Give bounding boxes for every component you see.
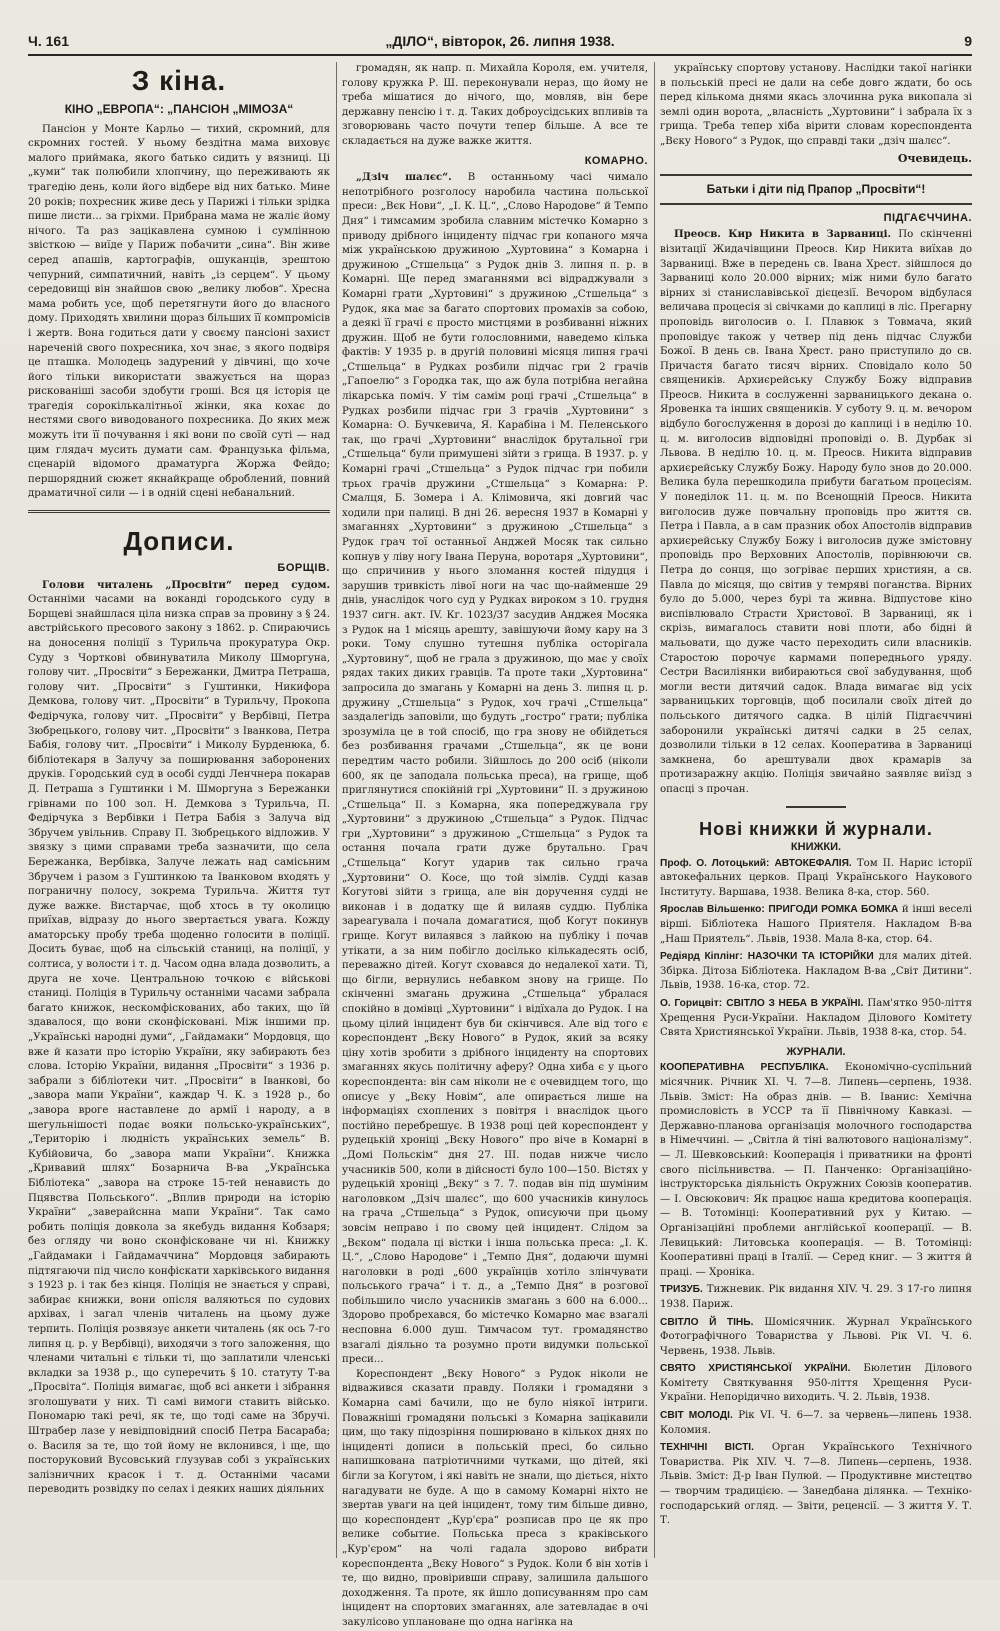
book-entry (660, 950, 972, 994)
place-pidhaietschyna: ПІДГАЄЧЧИНА. (883, 211, 972, 224)
place-borshchiv: БОРЩІВ. (277, 562, 330, 575)
section-title-dispatches: Дописи. (123, 526, 235, 557)
article-lead: Голови читалень „Просвіти“ перед судом. (42, 578, 330, 591)
divider (786, 806, 846, 808)
masthead-date: „ДІЛО“, вівторок, 26. липня 1938. (385, 33, 615, 49)
books-section-title: Нові книжки й журнали. (699, 818, 933, 839)
journal-list (660, 1061, 972, 1528)
journal-entry (660, 1362, 972, 1406)
journal-details: Шомісячник. Журнал Українського Фотографічного Товариства у Львові. Рік VI. Ч. 6. Червень, 1938. Львів. (660, 1316, 972, 1357)
article-borshchiv (28, 578, 330, 1498)
prosvita-callout: Батьки і діти під Прапор „Просвіти“! (660, 174, 972, 205)
page-number: 9 (964, 33, 972, 49)
book-title: ПРИГОДИ РОМКА БОМКА (768, 904, 899, 916)
book-author: Редіярд Кіплінг: (660, 951, 743, 963)
journal-title: ТЕХНІЧНІ ВІСТІ. (660, 1442, 754, 1454)
book-author: Ярослав Вільшенко: (660, 904, 765, 916)
article-lead: Преосв. Кир Никита в Зарваниці. (674, 228, 892, 241)
continued-text: громадян, як напр. п. Михайла Короля, ем. учителя, голову кружка Р. Ш. переконували нераз, що йому не треба мішатися до нічого, що, мовляв, він бере державну пенсію і т. д. Таких доброусідських впливів та зговорювань часто почути тепер більше. А все те складається на дуже важке життя. (342, 63, 648, 147)
article-komarno-continued: Кореспондент „Вєку Нового“ з Рудок ніколи не відважився сказати правду. Поляки і громадяни з Комарна самі бачили, що не було ніякої інтриги. Поважніші громадяни польські з Комарна зацікавили цим, що таку підозріння поширювано в кількох днях по інциденті дописи в польській пресі, бо сильно напишкована патріотичними чутками, що дітей, які бігли за Когутом, і які навіть не знали, що діється, ніхто нагадувати не буде. А що в самому Комарні ніхто не звертав уваги на цей інцидент, тому тим більше дивно, що кореспондент „Кур'єра“ розписав про це як про велике событие. Польська преса з краківського „Кур'єром“ на чолі гадала здорово вибрати кореспондента „Вєку Нового“ з Рудок. Коли б він хотів і те, що видно, провіривши справу, залишила дальшого доходження. Та проте, як йшло дописуванням про сам інцидент на спортових змаганнях, але затевладає в очі закулісово уплановане що одна нагінка на (342, 1368, 648, 1628)
book-details: Том II. Нарис історії автокефальних церков. Праці Українського Наукового Інституту. Варшава, 1938. Велика 8-ка, стор. 560. (660, 857, 972, 898)
journal-details: Бюлетин Ділового Комітету Святкування 950-ліття Хрещення Руси-України. Непорідично виходить. Ч. 2. Львів, 1938. (660, 1363, 972, 1404)
book-details: для малих дітей. Збірка. Дітоза Бібліотека. Накладом В-ва „Світ Дитини“. Львів, 1938. 16-ка, стор. 72. (660, 951, 972, 992)
book-entry (660, 997, 972, 1041)
journal-title: СВЯТО ХРИСТІЯНСЬКОЇ УКРАЇНИ. (660, 1363, 851, 1375)
column-rule-2 (654, 62, 655, 1558)
journal-title: СВІТ МОЛОДІ. (660, 1410, 733, 1422)
page-header (28, 28, 972, 56)
journal-title: СВІТЛО Й ТІНЬ. (660, 1316, 754, 1328)
journal-entry (660, 1061, 972, 1280)
journal-entry (660, 1441, 972, 1529)
section-divider (28, 510, 330, 513)
place-komarno: КОМАРНО. (584, 154, 648, 167)
book-author: О. Горицвіт: (660, 998, 723, 1010)
book-entry (660, 857, 972, 901)
book-entry (660, 903, 972, 947)
journals-subheading: ЖУРНАЛИ. (786, 1045, 846, 1058)
journal-entry (660, 1409, 972, 1438)
journal-details: Рік VI. Ч. 6—7. за червень—липень 1938. Коломия. (660, 1410, 972, 1436)
column-2 (342, 62, 648, 1628)
journal-details: Тижневик. Рік видання XIV. Ч. 29. З 17-го липня 1938. Париж. (660, 1284, 972, 1310)
film-review-text: Пансіон у Монте Карльо — тихий, скромний, для скромних гостей. У ньому бездітна мама виховує малого приймака, якого батько сидить у вязниці. Ці „куми“ так полюбили хлопчину, що переживають як трагедію день, коли його відбере від них батько. Мине 20 років; похресник живе десь у Парижі і тільки зрідка пише листи... за гріхми. Прибрана мама не жаліє йому нічого. Та раз зацікавлена сумною і сумлінною звісткою — виїде у Париж побачити „сина“. Він живе серед апашів, картографів, ошуканців, зрештою чепурний, симпатичний, навіть „із серцем“. У цьому середовищі він знайшов свою „велику любов“. Хресна мама робить усе, щоб перетягнути його до власного дому. Приходять хвилини щораз більших її компромісів і жертв. Вона годиться дати у своєму пансіоні захист нареченій свого похресника, хоч знає, з якого подвіря це пташка. Молодець задурений у дівчині, що хоче його тільки використати зважується на щораз рискованіші засоби здобути гроші. Вся ця історія це трагедія сорокількалітньої жінки, яка кохає до нестями свого виводованого похресника. До яких меж можуть іти її почування і які вони по своїй суті — над цим глядач мусить думати сам. Французька фільма, сценарій відомого драматурга Жоржа Фейдо; першорядний сюжет якнайкраще оброблений, повний драматичної сили — і в одній сцені небанальний. (28, 123, 330, 500)
section-title-cinema: З кіна. (131, 65, 227, 96)
book-title: СВІТЛО З НЕБА В УКРАЇНІ. (726, 998, 864, 1010)
book-title: НАЗОЧКИ ТА ІСТОРІЙКИ (747, 951, 874, 963)
book-author: Проф. О. Лотоцький: (660, 857, 770, 869)
book-list (660, 857, 972, 1041)
column-rule-1 (336, 62, 337, 1558)
column-1 (28, 62, 330, 1562)
article-komarno (342, 170, 648, 1368)
article-lead: „Дзіч шалєс“. (356, 171, 452, 184)
journal-details: Орган Українського Технічного Товариства. Рік XIV. Ч. 7—8. Липень—серпень, 1938. Львів. Зміст: Д-р Іван Пулюй. — Продуктивне мистецтво — творчим традицією. — Занедбана ділянка. — Техніко-господарський огляд. — Звіти, реценсії. — З життя У. Т. Т. (660, 1442, 972, 1527)
article-body: По скінченні візитації Жидачівщини Преосв. Кир Никита виїхав до Зарваниці. Вже в передень св. Івана Хрест. зійшлося до Зарваниці коло 20.000 вірних; між ними було багато вірних зі станиславівської дієцезії. Вечором відбулася величава процесія зі свічками до каплиці в ліс. Прегарну проповідь виголосив о. І. Плавюк з Товмача, який проповідує також у четвер під день підчас Служби Божої. В день св. Івана Хрест. рано приступило до св. Причастя багато тисяч вірних. Сповідало коло 50 священиків. Архиєрейську Службу Божу відправив Преосв. Никита в сослуженні зарваницького декана о. Яровенка та інших священиків. У суботу 9. ц. м. вечором відбуло богослуження в дорозі до каплиці і в неділю 10. ц. м. виголосив відповідні проповіді о. В. Дурбак зі Львова. В неділю 10. ц. м. Преосв. Никита відправив архиєрейську Службу Божу. Народу було знов до 20.000. Велика була перешкодила прибути багатьом процесіям. У понеділок 11. ц. м. по Всенощній Преосв. Никита виголосив дуже повчальну проповідь про життя св. Петра і Павла, а в сам празник обох Апостолів відправив архиєрейську Службу Божу і виголосив дуже змістовну проповідь про Верховних Апостолів, порівнюючи св. Петра до сонця, що зогріває перших християн, а св. Павла до місяця, що світив у темряві поганства. Вірних було до 5.000, через бурі та живна. Відпустове кіно виспівлювало Страсти Христової. В Зарваниці, як і скрізь, вимагалось ставити нові плоти, або бідні й мальовати, що дуже часто переходить сили власників. Старостою порочує кармами попереднього уряду. Сестри Василіянки вибираються свої забудування, щоб могли вести дитячий садок. Влада вимагає від усіх зарваницьких торговців, щоб посилали своїх дітей до польського дитячого садка. В цілій Підгаєччині заборонили українські дитячі садки в 25 селах, дозволили тільки в 12 селах. Кооператива в Зарваниці замкнена, бо арештували двох крамарів за протизаражну акцію. Поліція звичайно заявляє виїзд з опасці з прочан. (660, 229, 972, 795)
book-title: АВТОКЕФАЛІЯ. (774, 857, 852, 869)
journal-entry (660, 1316, 972, 1360)
journal-title: КООПЕРАТИВНА РЕСПУБЛІКА. (660, 1062, 829, 1074)
continued-text: українську спортову установу. Наслідки такої нагінки в польській пресі не дали на себе довго ждати, бо ось перед кількома днями якась злочинна рука викопала зі землі один ворота, „власність „Хуртовини“ і забрала їх з грища. Треба тепер хіба вірити словам кореспондента „Вєку Нового“ з Рудок, що справді таки „дзіч шалєс“. (660, 63, 972, 147)
article-body: Останніми часами на вокандi городського суду в Борщеві знайшлася ціла низка справ за провину з § 24. австрійського пресового закону з 1862. р. Спираючись на доносення поліції з Турильча прокуратура Окр. Суду з Чорткові обвинуватила Миколу Шморгуна, голову чит. „Просвіти“ з Бережанки, Дмитра Петраша, голову чит. „Просвіти“ з Гуштинки, Никифора Демкова, голову чит. „Просвіти“ в Турильчу, Прокопа Федірчука, голову чит. „Просвіти“ у Вербівці, Петра Зюбрецького, голову чит. „Просвіти“ з Іванкова, Петра Бабія, голову чит. „Просвіти“ і Миколу Бурденюка, б. бібліотекаря в Залучу за поширювання заборонених друків. Городський суд в особі судді Ленчнера покарав Д. Петраша з Гуштинки і М. Шморгуна з Бережанки грівнами по 100 зол. Н. Демкова з Турильча, П. Федірчука з Вербівки і Петра Бабія з Залуча від Збручем увільнив. Справу П. Зюбрецького відложив. У звязку з цими справами треба зазначити, що села Бережанка, Вербівка, Залуче лежать над самісьним Збручем і разом з Гуштинкою та Іванковом входять у пограничну полосу, зокрема Турильча. Життя тут дуже важке. Вистарчає, щоб хтось в ту околицю приїхав, відразу до нього звертається увага. Кожду аматорську пробу треба щоденно голосити в поліції. Досить буває, щоб на сільській станиці, на поліції, у солтиса, у волости і т. д. Часом одна влада дозволить, а друга не хоче. Центральною точкою є військові станиці. Поліція в Турильчу останніми часами забрала багато книжок, нескомфіскованих, або таких, що їй здавалося, що вони сконфісковані. Між іншими пр. „Українські народні думи“, „Гайдамаки“ Мордовця, що вже й казати про історію України, яку забирають без слова. Історію України, видання „Просвіти“ з 1936 р. забрали з бібліотеки чит. „Просвіти“ в Іванкові, бо „завора мапи України“, каждар Ч. К. з 1928 р., бо „завора вроге наставлене до армії і народу, а в шегульнішості подає вояки польсько-українських“, „Територію і людність українських земель“ В. Кубійовича, бо „завора мапи України“. Книжка „Кривавий шлях“ Бозарнича В-ва „Українська Бібліотека“ „завора на строке 15-тей ненависть до Пцявства Польського“. „Вплив природи на історію України“ „заверайснна мапи України“. Так само робить поліція довкола за якебудь видання Кобзаря; без огляду чи воно сконфісковане чи ні. Книжку „Гайдамаки і Гайдамаччина“ Мордовця забирають підтягаючи під число конфіскати харківського видання з 1923 р. і так без кінця. Поліція не знається у справі, забирає книжки, вони опісля валяються по судових архівах, і загал членів читалень на цьому дуже терпить. Поліція розвязує анкети читалень (як ось 7-го липня ц. р. у Вербівці), виходячи з того заложення, що членами читальні є тільки ті, що заплатили членські вкладки за 1938 р., що суперечить § 10. статуту Т-ва „Просвіта“. Поліція вимагає, щоб всі анкети і зібрання зголошувати у них. Ті самі вимоги ставить військо. Пономарю такі речі, як те, що тоді саме на Збручі. Штрабер лазе у невідповідний спосіб Петра Басараба; о. Василя за те, що той йому не вклонився, і ще, що посторуковий Вусовський глузував собі з українських залізничних красок і т. д. Останніми часами переводить розвідку по селах і деяких наших діяльних (28, 594, 330, 1496)
film-heading: КІНО „ЕВРОПА“: „ПАНСІОН „МІМОЗА“ (64, 102, 294, 116)
books-subheading: КНИЖКИ. (790, 841, 842, 854)
book-details: й інші веселі вірші. Бібліотека Нашого Приятеля. Накладом В-ва „Наш Приятель“. Львів, 1938. Мала 8-ка, стор. 64. (660, 904, 972, 945)
issue-number: Ч. 161 (28, 33, 69, 49)
article-zarvanytsia (660, 227, 972, 797)
book-details: Пам'ятко 950-ліття Хрещення Руси-України. Накладом Ділового Комітету Свята Християнської України. Львів, 1938 8-ка, стор. 54. (660, 998, 972, 1039)
journal-entry (660, 1283, 972, 1312)
article-body: В останньому часі чимало непотрібного розголосу наробила частина польської преси: „Вєк Нови“, „І. К. Ц.“, „Слово Народове“ й Темпо Дня“ і тимсамим зробила славним містечко Комарно з приводу дрібного інциденту підчас гри копаного мяча між українською дружиною „Хуртовина“ з Комарна і дружиною „Стшельца“ з Рудок днів 3. липня п. р. в Комарні. Ще перед змаганнями всі відраджували з Комарні грати „Хуртовині“ з дружиною „Стшельца“ з Рудок, яка має за багато спортових промахів за собою, а деякі її грачі є просто мистцями в розбиванні ніжних дружин. Щоб не бути голословними, наведемо кілька фактів: У 1935 р. в другій половині місяця липня грачі „Стшельца“ в Рудках розбили підчас гри 2 грачів „Гапоелю“ з Городка так, що аж була потрібна негайна лікарська поміч. У тім самім році грачі „Стшельца“ в Рудках розбили підчас гри 3 грачів „Хуртовини“ з Комарна: О. Бучкевича, Я. Карабіна і М. Пеленського так, що грачі „Хуртовини“ внаслідок брутальної гри „Стшельца“ були примушені зійти з грища. В 1937. р. у Комарні грачі „Стшельца“ з Рудок підчас гри побили трьох грачів дружини „Стшельца“ з Комарна: Р. Смалця, Б. Зомера і А. Клімовича, які довгий час ходили при палиці. В днi 26. вересня 1937 в Комарні у змаганнях „Хуртовини“ з дружиною „Стшельца“ з Рудок грач тої останньої Анджей Мосяк так сильно копнув у ліву ногу Івана Перуна, воротаря „Хуртовини“, що спричинив у нього зломання костей підудця і зарушив тривкість лівої ноги на час що-найменше 29 днів, унаслідок чого суд у Рудках вироком з 10. грудня 1937 сигн. акт. IV. Кг. 1023/37 засудив Анджея Мосяка з Рудок на 1 місяць арешту, завішуючи йому кару на 3 роки. Тому слушно тутешня публіка осторігала „Хуртовину“, щоб не грала з дружиною, що має у своїх рядах таких диких гравців. Та проте таки „Хуртовина“ запросила до змагань у Комарні на день 3. липня ц. р. дружину „Стшельца“ з Рудок, хоч грачі „Стшельца“ заздалегідь заповіли, що будуть „гостро“ грати; публіка зрозуміла це в той спосіб, що гра знову не обійдеться без розбивання грачами „Стшельца“, як це вони передтим часто робили. Зійшлось до 200 осіб (ніколи 600, як це заподала польська преса), на грище, щоб приглянутися спокійній грі „Хуртовини“ II. з дружиною „Стшельца“ II. з Комарна, яка попереджувала гру „Хуртовини“ з дружиною „Стшельца“ з Рудок. Підчас гри „Хуртовини“ з дружиною „Стшельца“ з Рудок та остання почала грати дуже брутально. Грач „Стшельца“ Когут ударив так сильно грача „Хуртовини“ О. Косе, що той зімлів. Судді казав Когутові зійти з грища, але він доручення судді не виконав і в додатку ще й вилаяв суддю. Публіка зареагувала і почала домагатися, щоб Когут покинув грище. Когут вилаявся з лайкою на публіку і почав утікати, а за ним побігло досілько кількадесять осіб, переважно дітей. Когут сховався до недалекої хати. Ті, що бігли, вернулись небавком знову на грище. По скінченні змагань дружина „Стшельца“ убралася спокійно в домівці „Хуртовини“ і відїхала до Рудок. І на цьому цілий інцидент був би скінчився. Але від того є кореспондент „Вєку Нового“ в Рудок, який за всяку ціну хотів зробити з дрібного інциденту на спортових змаганнях якусь політичну аферу? Одна хиба є у цього кореспондента: він сам ніколи не є очевидцем того, що описує у „Вєку Новім“, але опирається лише на інформаціях схоплених з повітря і внаслідок цього постійно перебрешує. В 1938 році цей кореспондент у рудецькій хроніці „Вєку Нового“ про віче в Комарні в „Домі Польскім“ дня 27. III. подав нижче число учасників 500, коли в дійсності було 100—150. Вістях у рудецькій хроніці „Вєку“ з 7. 7. подав він під шуміним наголовком „Дзіч шалєс“, що 600 учасників кинулось на грача „Стшельца“ з Рудок, описуючи при цьому зовсім неправо і по свому цей інцидент. Слідом за „Вєком“ подала ці вістки і інша польська преса: „І. К. Ц.“, „Слово Народове“ і „Темпо Дня“, додаючи шумні наголовки в роді „600 українців хотіло злінчувати польського грача“ і т. д., а „Темпо Дня“ в розгової побільшило число учасників змагань з 600 на 6.000... Здорово пробрехався, бо містечко Комарно має взагалі несповна 6.000 душ. Тимчасом тут. громадянство взагалі діяльно та розумно проти видумки польської преси... (342, 172, 648, 1366)
journal-title: ТРИЗУБ. (660, 1284, 703, 1296)
journal-details: Економічно-суспільний місячник. Річник XI. Ч. 7—8. Липень—серпень, 1938. Львів. Зміст: На образ днів. — В. Іванис: Хемічна промисловість в УССР та її Північному Кавказі. — Державно-планова організація молочного господарства в Німеччині. — „Світла й тіні валютового націоналізму“. — Л. Шевковський: Кооперація і приватники на фронті свого пісільнивства. — П. Панченко: Організаційно-інструкторська діяльність Окружних Союзів кооператив. — І. Овсюкович: Як працює наша кредитова кооперація. — В. Тотомінці: Кооперативний рух у Китаю. — Організаційні проблеми англійської кооперації. — В. Левицький: Литовська кооперація. — В. Тотомінці: Кооперативні праці в Італії. — Серед книг. — З життя й праці. — Хроніка. (660, 1062, 972, 1278)
signature: Очевидець. (897, 151, 972, 165)
column-3 (660, 62, 972, 1562)
